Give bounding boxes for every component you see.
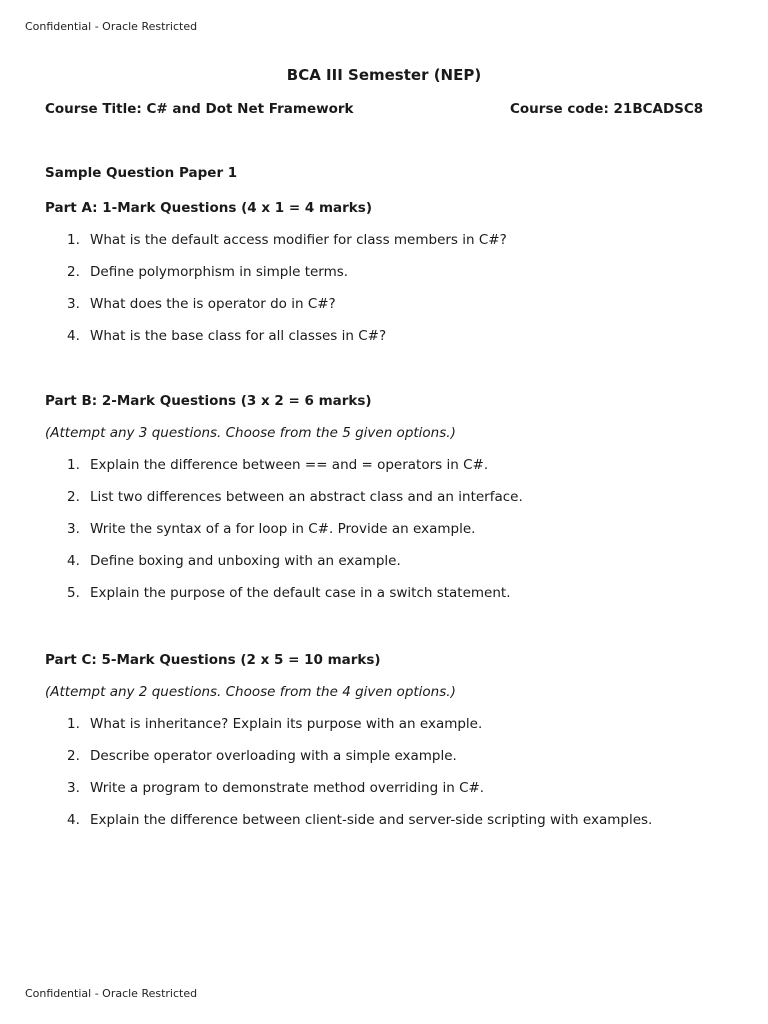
question-item (45, 295, 735, 327)
part-a-heading: Part A: 1-Mark Questions (4 x 1 = 4 marks) (45, 200, 372, 216)
question-number: 5. (67, 585, 80, 601)
question-item (45, 231, 735, 263)
part-b-section (45, 392, 735, 616)
question-text: Explain the difference between client-side and server-side scripting with examples. (90, 812, 653, 828)
question-number: 2. (67, 489, 80, 505)
question-number: 4. (67, 553, 80, 569)
question-item (45, 779, 735, 811)
question-number: 2. (67, 264, 80, 280)
question-text: Write a program to demonstrate method overriding in C#. (90, 780, 485, 796)
question-number: 4. (67, 812, 80, 828)
question-number: 3. (67, 296, 80, 312)
question-item (45, 488, 735, 520)
question-item (45, 747, 735, 779)
question-item (45, 456, 735, 488)
course-title: Course Title: C# and Dot Net Framework (45, 101, 354, 117)
part-b-question-list (45, 456, 735, 616)
header-classification-label: Confidential - Oracle Restricted (25, 20, 198, 33)
question-number: 1. (67, 232, 80, 248)
question-text: What is inheritance? Explain its purpose with an example. (90, 716, 483, 732)
question-item (45, 552, 735, 584)
question-number: 3. (67, 521, 80, 537)
question-text: Write the syntax of a for loop in C#. Provide an example. (90, 521, 476, 537)
question-item (45, 715, 735, 747)
footer-classification-label: Confidential - Oracle Restricted (25, 987, 198, 1000)
question-text: What is the base class for all classes in C#? (90, 328, 387, 344)
part-a-question-list (45, 231, 735, 359)
question-number: 3. (67, 780, 80, 796)
question-number: 2. (67, 748, 80, 764)
paper-title: Sample Question Paper 1 (45, 165, 238, 181)
question-text: Define polymorphism in simple terms. (90, 264, 349, 280)
question-item (45, 327, 735, 359)
part-c-heading: Part C: 5-Mark Questions (2 x 5 = 10 marks) (45, 652, 381, 668)
question-text: What is the default access modifier for class members in C#? (90, 232, 507, 248)
question-text: Define boxing and unboxing with an example. (90, 553, 401, 569)
course-code: Course code: 21BCADSC8 (510, 101, 704, 117)
question-item (45, 584, 735, 616)
question-text: What does the is operator do in C#? (90, 296, 336, 312)
question-number: 1. (67, 457, 80, 473)
part-c-section (45, 651, 735, 843)
question-item (45, 263, 735, 295)
question-text: Explain the difference between == and = operators in C#. (90, 457, 489, 473)
question-text: List two differences between an abstract class and an interface. (90, 489, 523, 505)
course-info-row (45, 101, 704, 117)
question-item (45, 811, 735, 843)
question-text: Explain the purpose of the default case in a switch statement. (90, 585, 511, 601)
part-c-question-list (45, 715, 735, 843)
part-b-instruction: (Attempt any 3 questions. Choose from the 5 given options.) (45, 425, 456, 441)
part-c-instruction: (Attempt any 2 questions. Choose from the 4 given options.) (45, 684, 456, 700)
question-number: 4. (67, 328, 80, 344)
part-a-section (45, 199, 735, 359)
question-text: Describe operator overloading with a simple example. (90, 748, 457, 764)
question-item (45, 520, 735, 552)
document-title: BCA III Semester (NEP) (286, 66, 482, 84)
part-b-heading: Part B: 2-Mark Questions (3 x 2 = 6 marks) (45, 393, 372, 409)
question-number: 1. (67, 716, 80, 732)
